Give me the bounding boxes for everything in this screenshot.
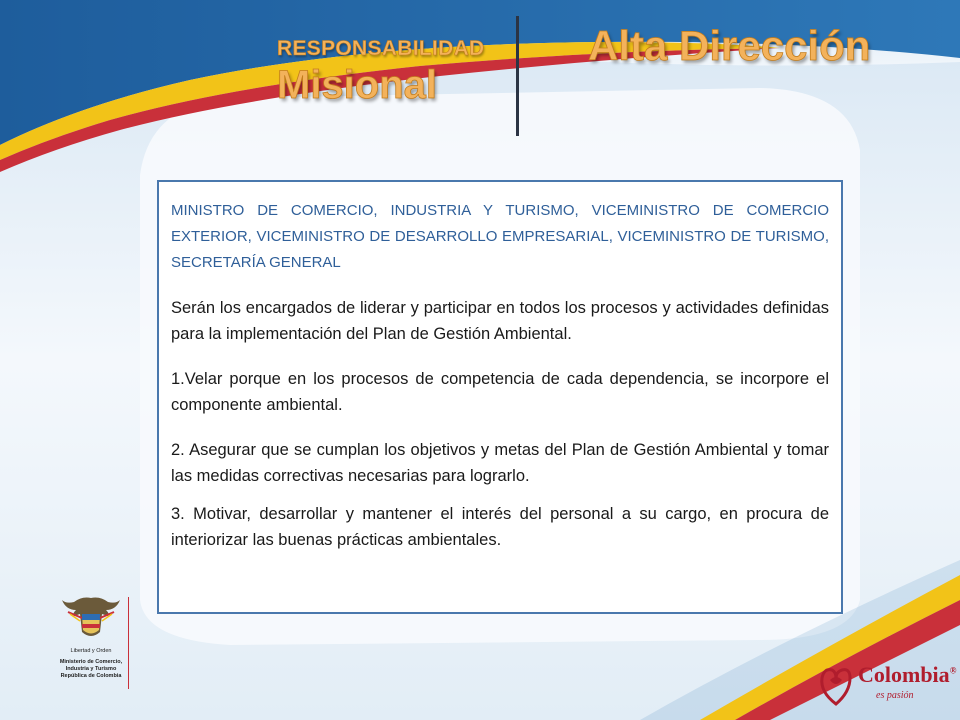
colombia-brand-logo xyxy=(818,662,957,708)
misional-label: Misional xyxy=(277,63,438,107)
item-1: 1.Velar porque en los procesos de competencia de cada dependencia, se incorpore el componente ambiental. xyxy=(171,370,829,414)
motto-text: Libertad y Orden xyxy=(70,648,112,654)
header-divider xyxy=(516,16,519,136)
brand-name: Colombia® xyxy=(858,662,957,687)
ministry-emblem xyxy=(44,594,138,680)
coat-of-arms-icon xyxy=(60,594,122,644)
brand-tagline: es pasión xyxy=(876,690,914,701)
responsabilidad-label: RESPONSABILIDAD xyxy=(277,37,485,60)
ministry-line-1: Ministerio de Comercio, xyxy=(59,659,123,665)
footer-divider xyxy=(128,597,129,689)
content-box xyxy=(157,180,843,614)
authorities-list: MINISTRO DE COMERCIO, INDUSTRIA Y TURISMO, VICEMINISTRO DE COMERCIO EXTERIOR, VICEMINISTRO DE DESARROLLO EMPRESARIAL, VICEMINISTRO DE TURISMO, SECRETARÍA GENERAL xyxy=(171,202,829,271)
intro-paragraph: Serán los encargados de liderar y participar en todos los procesos y actividades definidas para la implementación del Plan de Gestión Ambiental. xyxy=(171,299,829,343)
header-responsabilidad xyxy=(277,37,485,107)
ministry-line-2: Industria y Turismo xyxy=(65,666,117,672)
ministry-line-3: República de Colombia xyxy=(60,673,122,679)
item-2: 2. Asegurar que se cumplan los objetivos y metas del Plan de Gestión Ambiental y tomar las medidas correctivas necesarias para lograrlo. xyxy=(171,441,829,485)
heart-swirl-icon xyxy=(818,664,854,708)
page-title: Alta Dirección xyxy=(588,22,871,69)
item-3: 3. Motivar, desarrollar y mantener el interés del personal a su cargo, en procura de interiorizar las buenas prácticas ambientales. xyxy=(171,505,829,549)
